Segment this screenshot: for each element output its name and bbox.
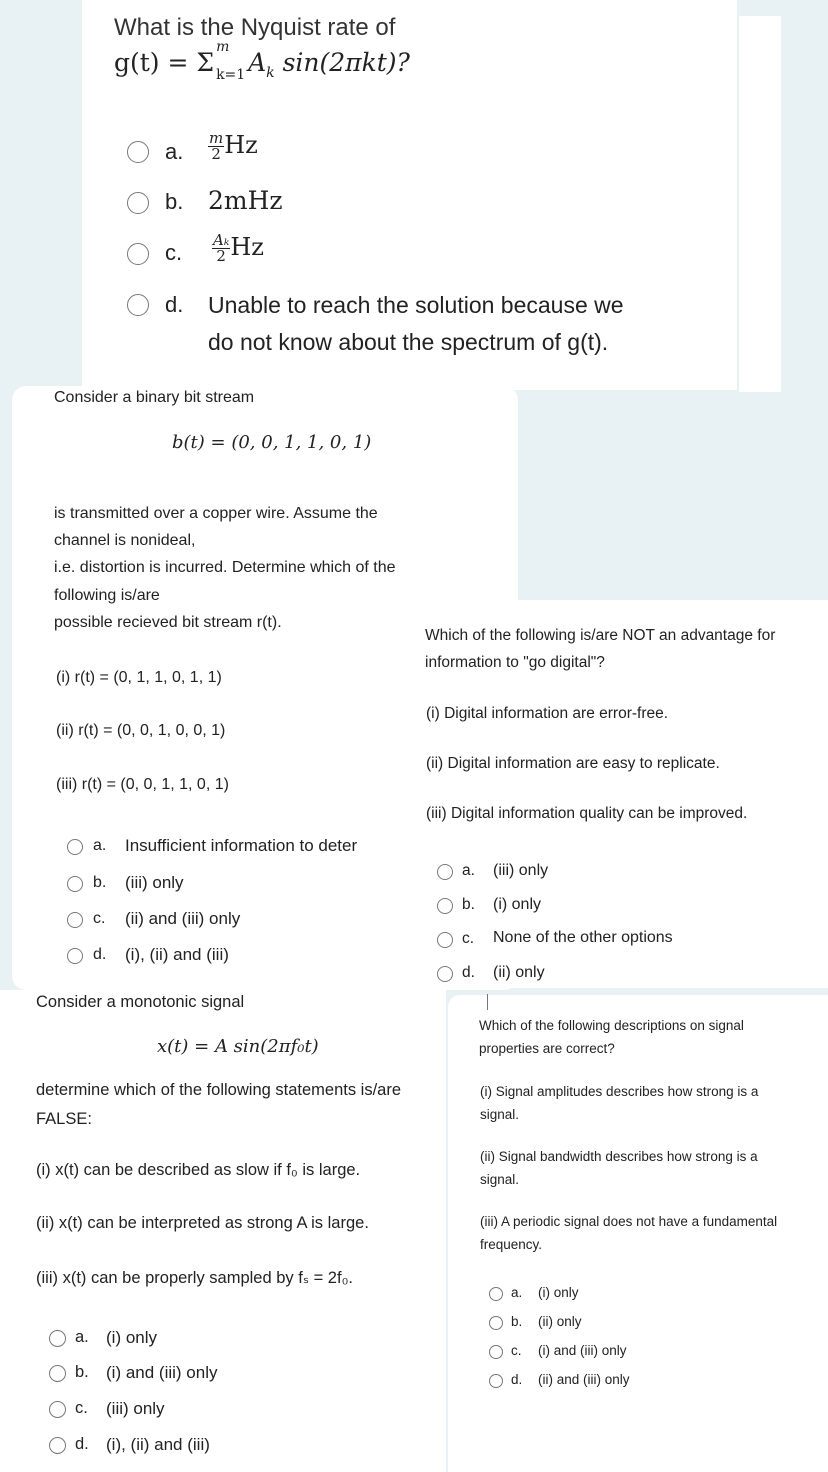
option-c-answer[interactable] (212, 233, 264, 264)
signal-formula: x(t) = A sin(2πf₀t) (157, 1036, 319, 1057)
option-c-letter: c. (511, 1343, 522, 1358)
statement-iii: (iii) r(t) = (0, 0, 1, 1, 0, 1) (56, 776, 229, 793)
option-a-letter: a. (165, 139, 184, 164)
question-line1: Which of the following is/are NOT an advantage for (425, 627, 776, 644)
option-a-radio[interactable] (49, 1330, 66, 1347)
option-a-radio[interactable] (437, 864, 453, 880)
option-d-radio[interactable] (67, 948, 83, 964)
option-a-letter: a. (75, 1328, 89, 1346)
option-c-answer[interactable]: (ii) and (iii) only (125, 909, 241, 928)
option-d-letter: d. (165, 292, 184, 317)
statement-i: (i) x(t) can be described as slow if f₀ is large. (36, 1161, 361, 1179)
statement-iii-line2: frequency. (480, 1237, 543, 1252)
option-c-unit: Hz (230, 233, 264, 261)
option-a-radio[interactable] (67, 839, 83, 855)
sum-upper-limit: m (216, 39, 230, 55)
option-b-radio[interactable] (49, 1365, 66, 1382)
option-c-radio[interactable] (437, 932, 453, 948)
card-strip (739, 16, 781, 392)
option-a-numerator: m (209, 129, 224, 147)
option-a-letter: a. (511, 1285, 523, 1300)
option-c-radio[interactable] (67, 912, 83, 928)
option-a-denominator: 2 (211, 145, 221, 163)
question-body-line4: following is/are (54, 587, 160, 604)
question-body-line2: channel is nonideal, (54, 532, 196, 549)
option-d-letter: d. (93, 946, 107, 963)
question-body-line3: i.e. distortion is incurred. Determine which of the (54, 559, 396, 576)
option-b-radio[interactable] (67, 876, 83, 892)
option-a-answer[interactable]: Insufficient information to deter (125, 836, 358, 855)
option-b-answer[interactable]: (ii) only (538, 1314, 582, 1329)
statement-ii: (ii) x(t) can be interpreted as strong A is large. (36, 1214, 369, 1232)
question-body-line5: possible recieved bit stream r(t). (54, 614, 282, 631)
option-a-radio[interactable] (127, 141, 149, 163)
option-d-radio[interactable] (489, 1374, 503, 1388)
question-intro: Consider a monotonic signal (36, 993, 245, 1011)
option-b-answer[interactable]: (i) only (493, 896, 542, 913)
option-c-denominator: 2 (216, 247, 226, 265)
option-d-letter: d. (462, 964, 475, 981)
question-line2: FALSE: (36, 1110, 92, 1128)
statement-i-line2: signal. (480, 1107, 520, 1122)
option-b-answer[interactable]: 2mHz (208, 186, 283, 215)
statement-iii: (iii) x(t) can be properly sampled by fₛ = 2f₀. (36, 1269, 353, 1287)
option-c-answer[interactable]: (iii) only (106, 1399, 165, 1418)
statement-ii-line2: signal. (480, 1172, 520, 1187)
option-b-radio[interactable] (437, 898, 453, 914)
question-body-line1: is transmitted over a copper wire. Assume the (54, 505, 378, 522)
option-c-answer[interactable]: None of the other options (493, 929, 673, 946)
option-c-letter: c. (75, 1399, 88, 1417)
option-b-letter: b. (462, 896, 475, 913)
option-d-radio[interactable] (49, 1437, 66, 1454)
option-a-answer[interactable]: (i) only (538, 1285, 579, 1300)
option-c-numerator: Aₖ (213, 231, 230, 249)
option-a-letter: a. (462, 862, 475, 879)
question-title: What is the Nyquist rate of (114, 14, 396, 41)
option-b-letter: b. (165, 189, 184, 214)
statement-iii: (iii) Digital information quality can be improved. (426, 805, 748, 822)
option-d-radio[interactable] (437, 966, 453, 982)
statement-ii-line1: (ii) Signal bandwidth describes how strong is a (480, 1149, 758, 1164)
statement-ii: (ii) Digital information are easy to replicate. (426, 755, 720, 772)
option-d-answer-line2[interactable]: do not know about the spectrum of g(t). (208, 329, 609, 355)
option-b-letter: b. (93, 874, 107, 891)
statement-i: (i) r(t) = (0, 1, 1, 0, 1, 1) (56, 669, 222, 686)
question-intro: Consider a binary bit stream (54, 389, 255, 406)
option-b-answer[interactable]: (i) and (iii) only (106, 1363, 218, 1382)
question-line1: determine which of the following statements is/are (36, 1081, 402, 1099)
formula-text: g(t) = Σ (114, 48, 215, 77)
bitstream-formula: b(t) = (0, 0, 1, 1, 0, 1) (172, 432, 372, 453)
option-a-answer[interactable] (208, 131, 258, 162)
divider (487, 994, 488, 1010)
option-c-letter: c. (165, 240, 183, 265)
option-d-answer[interactable]: (i), (ii) and (iii) (125, 945, 229, 964)
option-c-radio[interactable] (127, 243, 149, 265)
option-d-letter: d. (511, 1372, 523, 1387)
option-a-unit: Hz (224, 131, 258, 159)
option-c-answer[interactable]: (i) and (iii) only (538, 1343, 627, 1358)
option-a-answer[interactable]: (i) only (106, 1328, 158, 1347)
option-b-letter: b. (511, 1314, 523, 1329)
option-d-answer[interactable]: (ii) and (iii) only (538, 1372, 630, 1387)
statement-ii: (ii) r(t) = (0, 0, 1, 0, 0, 1) (56, 722, 226, 739)
option-b-radio[interactable] (489, 1316, 503, 1330)
option-d-letter: d. (75, 1435, 89, 1453)
option-b-radio[interactable] (127, 192, 149, 214)
question-line2: properties are correct? (479, 1041, 615, 1056)
option-d-answer[interactable]: (ii) only (493, 964, 545, 981)
option-a-letter: a. (93, 837, 107, 854)
option-c-radio[interactable] (489, 1345, 503, 1359)
statement-iii-line1: (iii) A periodic signal does not have a fundamental (480, 1214, 778, 1229)
sum-lower-limit: k=1 (216, 67, 246, 83)
option-d-answer[interactable]: (i), (ii) and (iii) (106, 1435, 210, 1454)
question-line2: information to "go digital"? (425, 654, 605, 671)
option-a-radio[interactable] (489, 1287, 503, 1301)
option-d-answer-line1[interactable]: Unable to reach the solution because we (208, 292, 624, 318)
question-formula: g(t) = Σ m k=1 $A_k$ sin(2πkt)? (114, 39, 410, 83)
option-c-radio[interactable] (49, 1401, 66, 1418)
option-d-radio[interactable] (127, 294, 149, 316)
option-a-answer[interactable]: (iii) only (493, 862, 549, 879)
option-b-answer[interactable]: (iii) only (125, 873, 184, 892)
option-c-letter: c. (93, 910, 106, 927)
question-card-signal-properties (448, 995, 828, 1472)
statement-i-line1: (i) Signal amplitudes describes how strong is a (480, 1084, 759, 1099)
option-b-letter: b. (75, 1363, 89, 1381)
question-line1: Which of the following descriptions on signal (479, 1018, 744, 1033)
option-c-letter: c. (462, 930, 475, 947)
statement-i: (i) Digital information are error-free. (426, 705, 669, 722)
